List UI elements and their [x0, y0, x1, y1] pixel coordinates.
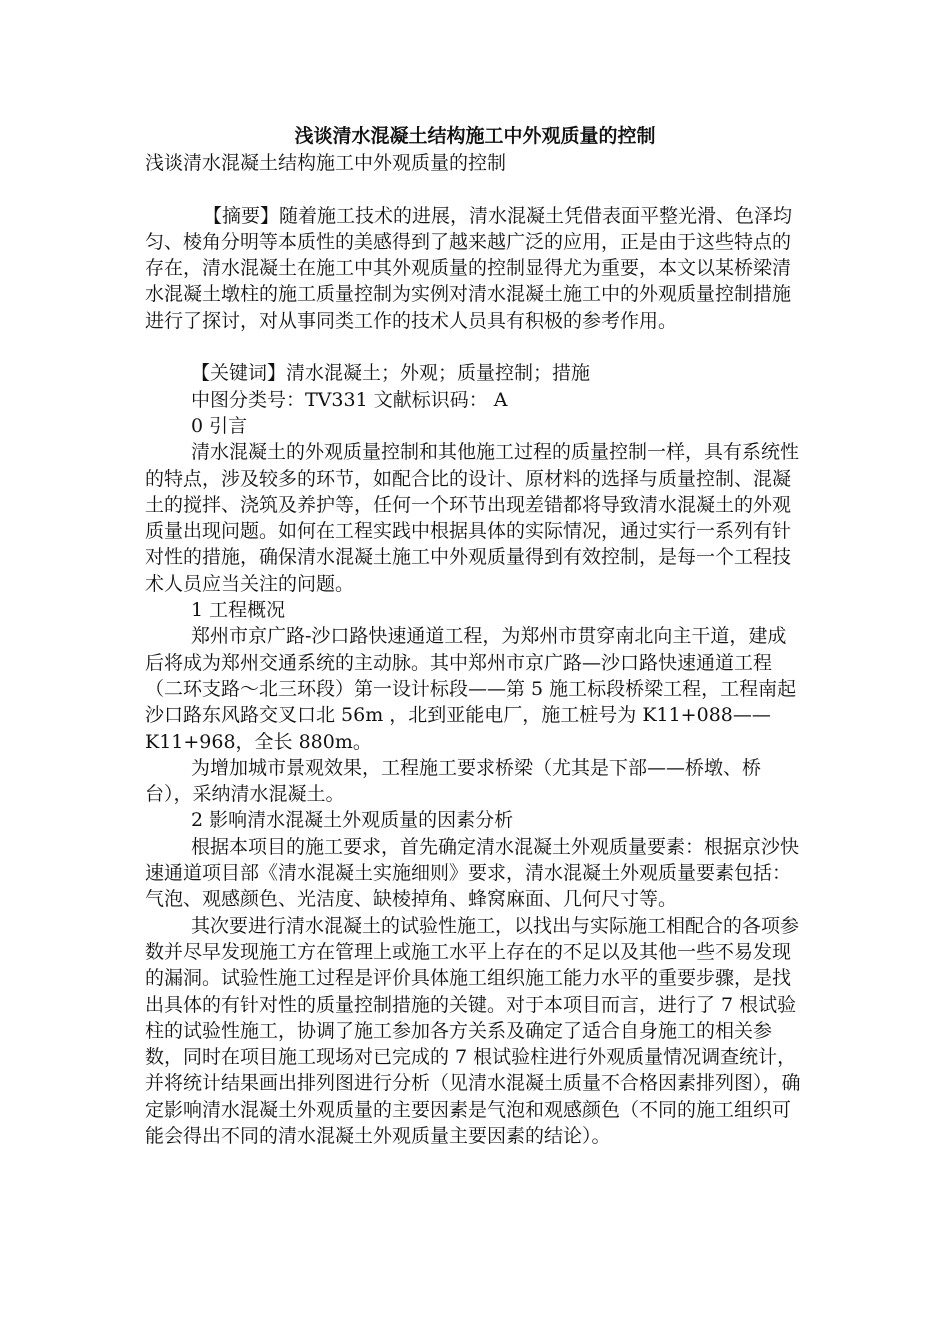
keywords-line: 【关键词】清水混凝土；外观；质量控制；措施	[191, 362, 591, 385]
overview-paragraph-2: 为增加城市景观效果，工程施工要求桥梁（尤其是下部——桥墩、桥台），采纳清水混凝土。	[145, 756, 762, 806]
analysis-paragraph-1: 根据本项目的施工要求，首先确定清水混凝土外观质量要素：根据京沙快速通道项目部《清水混凝土实施细则》要求，清水混凝土外观质量要素包括：气泡、观感颜色、光洁度、缺棱掉角、蜂窝麻面、几何尺寸等。	[145, 835, 800, 911]
section-heading-analysis: 2 影响清水混凝土外观质量的因素分析	[191, 809, 514, 832]
introduction-paragraph: 清水混凝土的外观质量控制和其他施工过程的质量控制一样，具有系统性的特点，涉及较多的环节，如配合比的设计、原材料的选择与质量控制、混凝土的搅拌、浇筑及养护等，任何一个环节出现差错都将导致清水混凝土的外观质量出现问题。如何在工程实践中根据具体的实际情况，通过实行一系列有针对性的措施，确保清水混凝土施工中外观质量得到有效控制，是每一个工程技术人员应当关注的问题。	[145, 441, 800, 595]
blank-line	[145, 176, 805, 202]
document-body	[145, 150, 805, 1149]
analysis-paragraph-2: 其次要进行清水混凝土的试验性施工，以找出与实际施工相配合的各项参数并尽早发现施工方在管理上或施工水平上存在的不足以及其他一些不易发现的漏洞。试验性施工过程是评价具体施工组织施工能力水平的重要步骤，是找出具体的有针对性的质量控制措施的关键。对于本项目而言，进行了 7 根试验柱的试验性施工，协调了施工参加各方关系及确定了适合自身施工的相关参数，同时在项目施工现场对已完成的 7 根试验柱进行外观质量情况调查统计，并将统计结果画出排列图进行分析（见清水混凝土质量不合格因素排列图），确定影响清水混凝土外观质量的主要因素是气泡和观感颜色（不同的施工组织可能会得出不同的清水混凝土外观质量主要因素的结论）。	[145, 914, 801, 1147]
blank-line	[145, 334, 805, 360]
section-heading-overview: 1 工程概况	[191, 599, 286, 622]
abstract-paragraph: 【摘要】随着施工技术的进展，清水混凝土凭借表面平整光滑、色泽均匀、棱角分明等本质性的美感得到了越来越广泛的应用，正是由于这些特点的存在，清水混凝土在施工中其外观质量的控制显得尤为重要，本文以某桥梁清水混凝土墩柱的施工质量控制为实例对清水混凝土施工中的外观质量控制措施进行了探讨，对从事同类工作的技术人员具有积极的参考作用。	[145, 204, 793, 332]
document-title: 浅谈清水混凝土结构施工中外观质量的控制	[294, 125, 656, 147]
overview-paragraph-1: 郑州市京广路-沙口路快速通道工程，为郑州市贯穿南北向主干道，建成后将成为郑州交通系统的主动脉。其中郑州市京广路—沙口路快速通道工程（二环支路～北三环段）第一设计标段——第 5 施工标段桥梁工程，工程南起沙口路东风路交叉口北 56m ，北到亚能电厂，施工桩号为 K11+088——K11+968，全长 880m。	[145, 625, 797, 753]
section-heading-introduction: 0 引言	[191, 414, 248, 437]
classification-line: 中图分类号：TV331 文献标识码： A	[191, 388, 508, 411]
document-subtitle: 浅谈清水混凝土结构施工中外观质量的控制	[145, 152, 507, 174]
